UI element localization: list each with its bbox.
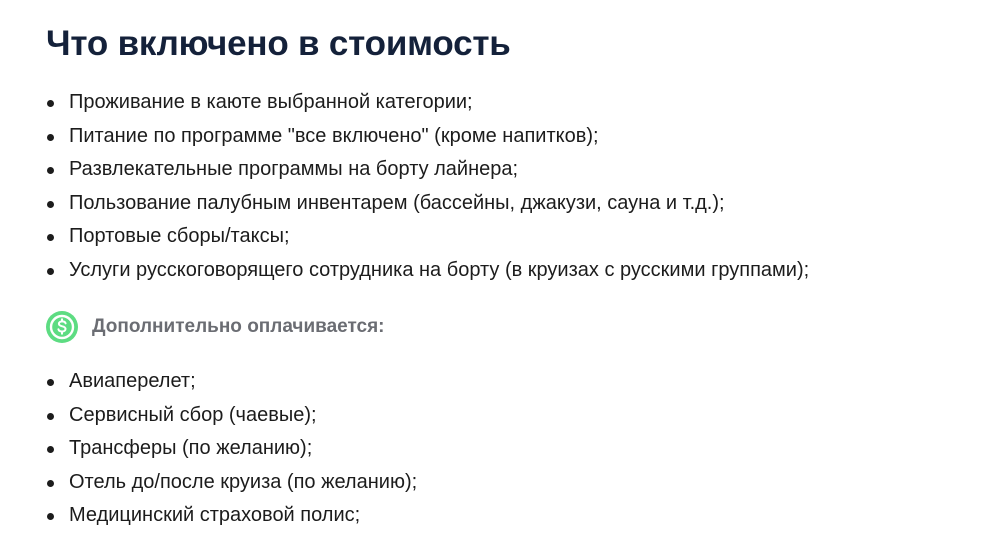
paid-list: [46, 365, 417, 533]
bullet-icon: [47, 379, 54, 386]
list-item-text: Медицинский страховой полис;: [69, 504, 361, 527]
list-item-text: Трансферы (по желанию);: [69, 437, 313, 460]
bullet-icon: [47, 446, 54, 453]
bullet-icon: [47, 234, 54, 241]
list-item: [46, 187, 809, 221]
bullet-icon: [47, 268, 54, 275]
list-item-text: Развлекательные программы на борту лайнера;: [69, 158, 519, 181]
bullet-icon: [47, 513, 54, 520]
bullet-icon: [47, 480, 54, 487]
bullet-icon: [47, 167, 54, 174]
list-item: [46, 120, 809, 154]
list-item-text: Проживание в каюте выбранной категории;: [69, 91, 473, 113]
list-item-text: Услуги русскоговорящего сотрудника на борту (в круизах с русскими группами);: [69, 258, 810, 281]
list-item: [46, 220, 809, 254]
list-item: [46, 153, 809, 187]
list-item: [46, 432, 417, 466]
list-item-text: Отель до/после круиза (по желанию);: [69, 470, 418, 493]
page-title: Что включено в стоимость: [46, 24, 511, 63]
list-item-text: Питание по программе "все включено" (кроме напитков);: [69, 124, 599, 147]
bullet-icon: [47, 134, 54, 141]
list-item-text: Портовые сборы/таксы;: [69, 225, 290, 248]
list-item-text: Сервисный сбор (чаевые);: [69, 403, 317, 426]
bullet-icon: [47, 100, 54, 107]
extra-payment-header: [46, 310, 385, 344]
included-list: [46, 86, 809, 288]
list-item: [46, 466, 417, 500]
extra-payment-label: Дополнительно оплачивается:: [92, 316, 385, 337]
list-item: [46, 86, 809, 120]
dollar-circle-icon: [46, 311, 78, 343]
bullet-icon: [47, 413, 54, 420]
list-item: [46, 365, 417, 399]
list-item-text: Пользование палубным инвентарем (бассейны, джакузи, сауна и т.д.);: [69, 191, 725, 214]
list-item-text: Авиаперелет;: [69, 370, 196, 392]
list-item: [46, 399, 417, 433]
list-item: [46, 499, 417, 533]
bullet-icon: [47, 201, 54, 208]
list-item: [46, 254, 809, 288]
